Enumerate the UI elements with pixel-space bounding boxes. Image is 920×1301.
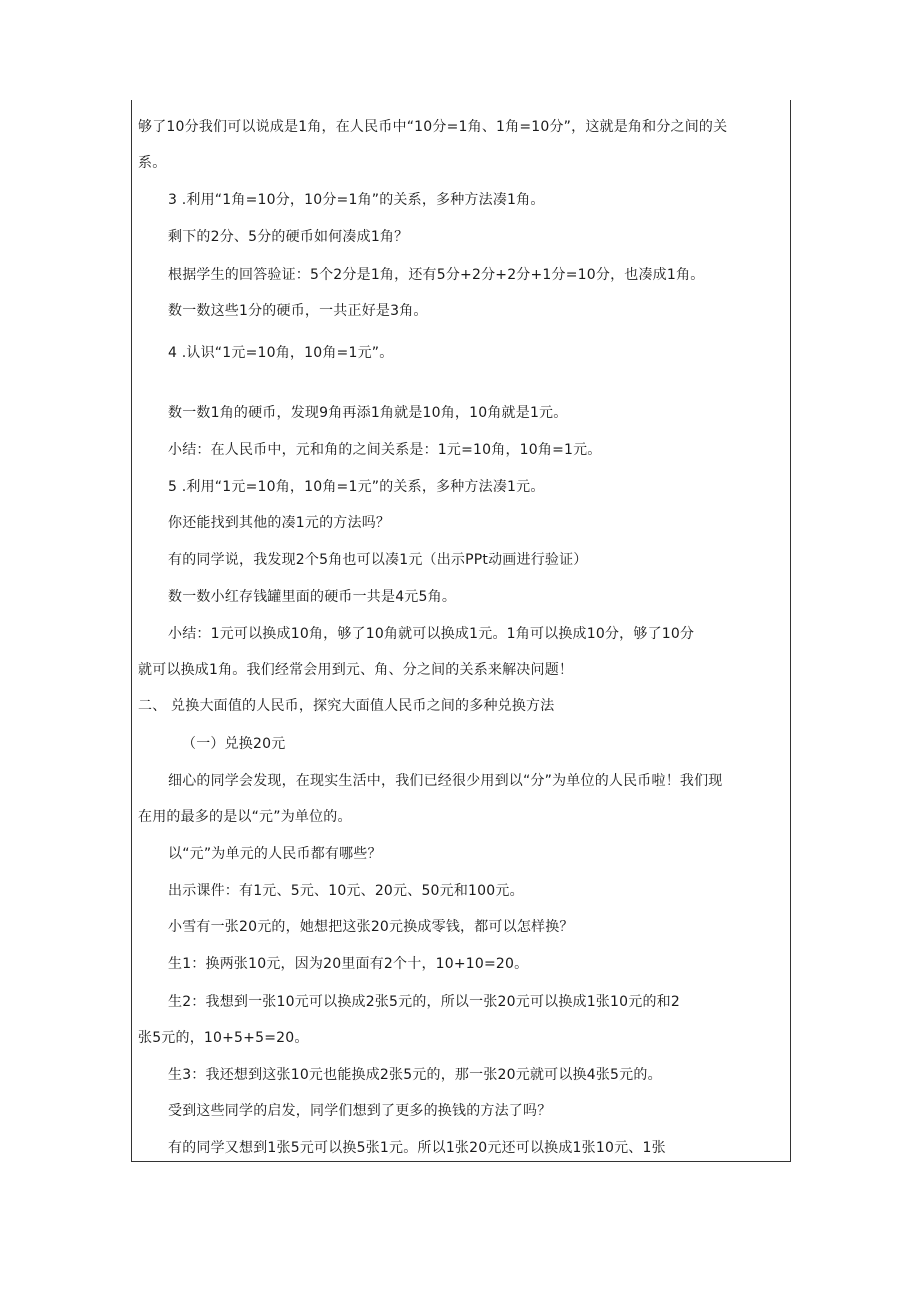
paragraph-line: 有的同学又想到1张5元可以换5张1元。所以1张20元还可以换成1张10元、1张 <box>168 1140 666 1156</box>
student-answer: 张5元的，10+5+5=20。 <box>138 1030 309 1046</box>
paragraph-line: 剩下的2分、5分的硬币如何凑成1角？ <box>168 229 409 245</box>
paragraph-line: 系。 <box>138 155 167 171</box>
step-5-heading: 5 .利用“1元=10角，10角=1元”的关系，多种方法凑1元。 <box>168 479 545 495</box>
student-answer: 生3：我还想到这张10元也能换成2张5元的，那一张20元就可以换4张5元的。 <box>168 1067 662 1083</box>
step-4-heading: 4 .认识“1元=10角，10角=1元”。 <box>168 345 394 361</box>
paragraph-line: 数一数小红存钱罐里面的硬币一共是4元5角。 <box>168 589 457 605</box>
summary-line: 小结：1元可以换成10角，够了10角就可以换成1元。1角可以换成10分，够了10分 <box>168 626 695 642</box>
paragraph-line: 有的同学说，我发现2个5角也可以凑1元（出示PPt动画进行验证） <box>168 552 588 568</box>
paragraph-line: 在用的最多的是以“元”为单位的。 <box>138 809 352 825</box>
subsection-heading: （一）兑换20元 <box>182 736 286 752</box>
paragraph-line: 小雪有一张20元的，她想把这张20元换成零钱，都可以怎样换？ <box>168 919 574 935</box>
paragraph-line: 受到这些同学的启发，同学们想到了更多的换钱的方法了吗？ <box>168 1103 552 1119</box>
paragraph-line: 以“元”为单元的人民币都有哪些？ <box>168 846 382 862</box>
paragraph-line: 细心的同学会发现，在现实生活中，我们已经很少用到以“分”为单位的人民币啦！我们现 <box>168 773 723 789</box>
section-two-heading: 二、 兑换大面值的人民币，探究大面值人民币之间的多种兑换方法 <box>138 698 555 714</box>
paragraph-line: 数一数1角的硬币，发现9角再添1角就是10角，10角就是1元。 <box>168 405 568 421</box>
student-answer: 生2：我想到一张10元可以换成2张5元的，所以一张20元可以换成1张10元的和2 <box>168 994 680 1010</box>
student-answer: 生1：换两张10元，因为20里面有2个十，10+10=20。 <box>168 956 529 972</box>
summary-line: 就可以换成1角。我们经常会用到元、角、分之间的关系来解决问题！ <box>138 662 574 678</box>
summary-line: 小结：在人民币中，元和角的之间关系是：1元=10角，10角=1元。 <box>168 442 602 458</box>
paragraph-line: 出示课件：有1元、5元、10元、20元、50元和100元。 <box>168 883 524 899</box>
paragraph-line: 数一数这些1分的硬币，一共正好是3角。 <box>168 303 428 319</box>
paragraph-line: 根据学生的回答验证：5个2分是1角，还有5分+2分+2分+1分=10分，也凑成1角。 <box>168 267 705 283</box>
step-3-heading: 3 .利用“1角=10分，10分=1角”的关系，多种方法凑1角。 <box>168 192 545 208</box>
paragraph-line: 你还能找到其他的凑1元的方法吗？ <box>168 515 391 531</box>
paragraph-line: 够了10分我们可以说成是1角，在人民币中“10分=1角、1角=10分”，这就是角和分之间的关 <box>138 119 728 135</box>
